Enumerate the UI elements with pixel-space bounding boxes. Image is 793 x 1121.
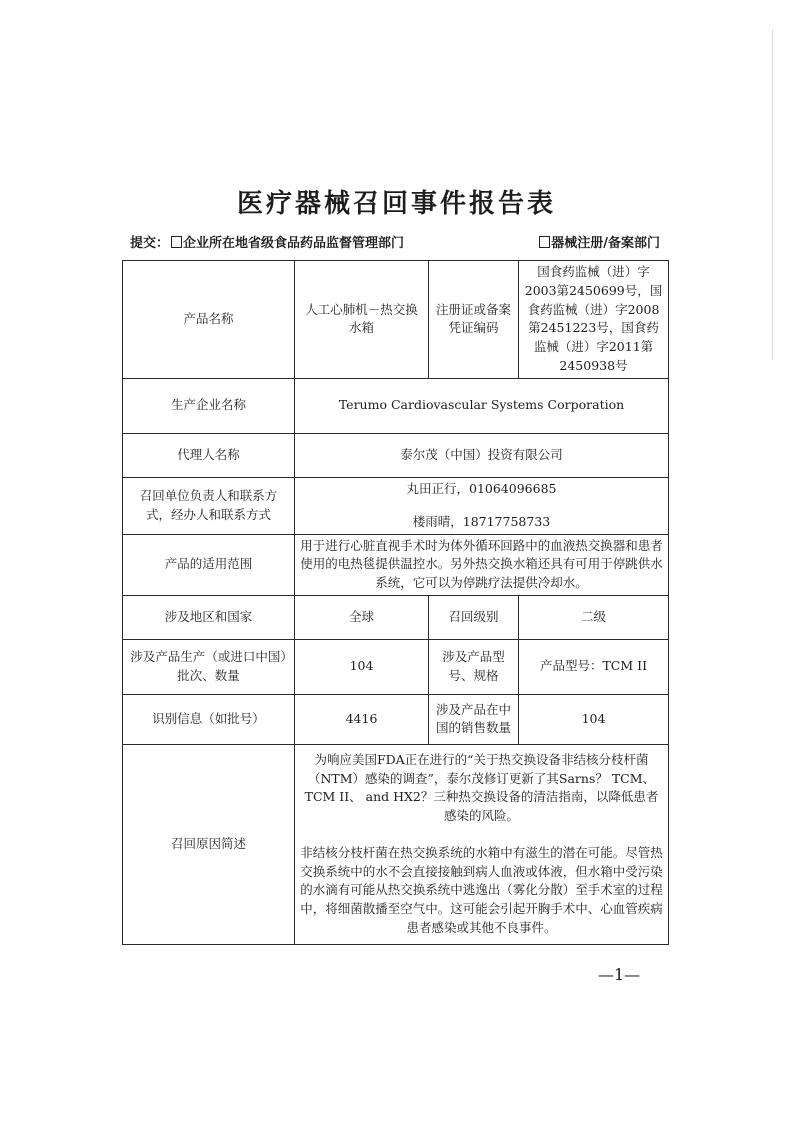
contact-value bbox=[295, 477, 669, 534]
checkbox-local-authority[interactable] bbox=[171, 236, 182, 248]
table-row bbox=[123, 639, 669, 694]
checkbox-registration-dept[interactable] bbox=[539, 236, 550, 248]
reason-paragraph-1: 为响应美国FDA正在进行的“关于热交换设备非结核分枝杆菌（NTM）感染的调查”，泰尔茂修订更新了其Sarns？ TCM、TCM II、 and HX2？三种热交换设备的清洁指南，以降低患者感染的风险。 bbox=[304, 751, 659, 824]
submit-prefix: 提交： bbox=[130, 236, 170, 251]
table-row bbox=[123, 261, 669, 379]
recall-level-value: 二级 bbox=[519, 595, 669, 639]
contact-label: 召回单位负责人和联系方式，经办人和联系方式 bbox=[123, 477, 295, 534]
model-label: 涉及产品型号、规格 bbox=[429, 639, 519, 694]
region-label: 涉及地区和国家 bbox=[123, 595, 295, 639]
option-local-authority-label: 企业所在地省级食品药品监督管理部门 bbox=[183, 236, 405, 251]
contact-person-1: 丸田正行，01064096685 bbox=[406, 480, 557, 496]
table-row bbox=[123, 433, 669, 477]
batch-value: 104 bbox=[295, 639, 429, 694]
product-name-label: 产品名称 bbox=[123, 261, 295, 379]
table-row bbox=[123, 595, 669, 639]
scope-value: 用于进行心脏直视手术时为体外循环回路中的血液热交换器和患者使用的电热毯提供温控水。另外热交换水箱还具有可用于停跳供水系统，它可以为停跳疗法提供冷却水。 bbox=[295, 534, 669, 595]
batch-label: 涉及产品生产（或进口中国）批次、数量 bbox=[123, 639, 295, 694]
table-row bbox=[123, 477, 669, 534]
submit-option-registration bbox=[537, 232, 660, 251]
recall-report-table bbox=[122, 260, 669, 945]
reason-label: 召回原因简述 bbox=[123, 744, 295, 944]
page-title: 医疗器械召回事件报告表 bbox=[236, 189, 556, 219]
recall-level-label: 召回级别 bbox=[429, 595, 519, 639]
identification-value: 4416 bbox=[295, 694, 429, 744]
table-row bbox=[123, 744, 669, 944]
region-value: 全球 bbox=[295, 595, 429, 639]
submit-option-local bbox=[130, 232, 404, 251]
registration-label: 注册证或备案凭证编码 bbox=[429, 261, 519, 379]
table-row bbox=[123, 694, 669, 744]
submit-row bbox=[130, 232, 660, 250]
registration-value: 国食药监械（进）字2003第2450699号，国食药监械（进）字2008第2451223号，国食药监械（进）字2011第2450938号 bbox=[519, 261, 669, 379]
sales-label: 涉及产品在中国的销售数量 bbox=[429, 694, 519, 744]
reason-paragraph-2: 非结核分枝杆菌在热交换系统的水箱中有滋生的潜在可能。尽管热交换系统中的水不会直接接触到病人血液或体液，但水箱中受污染的水滴有可能从热交换系统中逃逸出（雾化分散）至手术室的过程中，将细菌散播至空气中。这可能会引起开胸手术中、心血管疾病患者感染或其他不良事件。 bbox=[300, 844, 663, 935]
table-row bbox=[123, 534, 669, 595]
table-row bbox=[123, 378, 669, 433]
page-number: —1— bbox=[598, 965, 641, 984]
sales-value: 104 bbox=[519, 694, 669, 744]
agent-label: 代理人名称 bbox=[123, 433, 295, 477]
scope-label: 产品的适用范围 bbox=[123, 534, 295, 595]
reason-value bbox=[295, 744, 669, 944]
product-name-value: 人工心肺机－热交换水箱 bbox=[295, 261, 429, 379]
contact-person-2: 楼雨晴，18717758733 bbox=[412, 513, 551, 529]
identification-label: 识别信息（如批号） bbox=[123, 694, 295, 744]
manufacturer-value: Terumo Cardiovascular Systems Corporation bbox=[295, 378, 669, 433]
option-registration-dept-label: 器械注册/备案部门 bbox=[551, 236, 660, 251]
agent-value: 泰尔茂（中国）投资有限公司 bbox=[295, 433, 669, 477]
model-value: 产品型号：TCM II bbox=[519, 639, 669, 694]
manufacturer-label: 生产企业名称 bbox=[123, 378, 295, 433]
